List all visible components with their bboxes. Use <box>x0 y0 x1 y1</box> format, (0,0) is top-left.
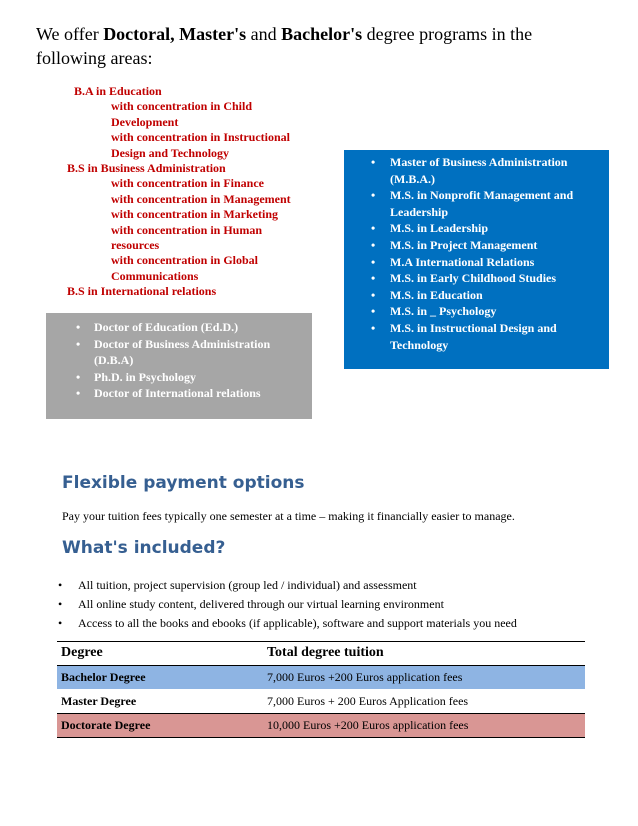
masters-program: • M.S. in _ Psychology <box>390 303 595 320</box>
included-list <box>78 576 517 633</box>
masters-programs-box <box>344 150 609 369</box>
doctoral-program: • Ph.D. in Psychology <box>94 369 294 386</box>
concentration-item <box>0 253 301 284</box>
bachelor-programs-list <box>0 84 330 300</box>
bachelor-program <box>0 284 330 299</box>
tuition-cell: 7,000 Euros + 200 Euros Application fees <box>263 690 585 714</box>
table-row <box>57 666 585 690</box>
included-item: • Access to all the books and ebooks (if applicable), software and support materials you need <box>78 614 517 633</box>
intro-text-3: degree programs in the following areas: <box>36 24 533 68</box>
table-row <box>57 714 585 738</box>
masters-programs-list <box>344 150 609 353</box>
program-label: B.A in Education <box>74 84 162 98</box>
column-header-tuition: Total degree tuition <box>263 642 585 666</box>
intro-bold-doctoral-masters: Doctoral, Master's <box>103 24 247 44</box>
payment-heading: Flexible payment options <box>62 473 305 493</box>
tuition-cell: 10,000 Euros +200 Euros application fees <box>263 714 585 738</box>
intro-paragraph <box>36 22 596 70</box>
concentration-item <box>0 99 301 130</box>
doctoral-program: • Doctor of Education (Ed.D.) <box>94 319 294 336</box>
concentration-item <box>0 130 301 161</box>
concentration-label: with concentration in Human resources <box>111 222 263 253</box>
masters-program: • Master of Business Administration (M.B.A.) <box>390 154 595 187</box>
tuition-table <box>57 641 585 738</box>
degree-cell: Bachelor Degree <box>57 666 263 690</box>
degree-cell: Doctorate Degree <box>57 714 263 738</box>
masters-program: • M.S. in Instructional Design and Technology <box>390 320 595 353</box>
concentration-item <box>0 192 301 207</box>
masters-program: • M.S. in Leadership <box>390 220 595 237</box>
tuition-cell: 7,000 Euros +200 Euros application fees <box>263 666 585 690</box>
column-header-degree: Degree <box>57 642 263 666</box>
concentration-label: with concentration in Global Communications <box>111 253 259 283</box>
intro-text-2: and <box>246 24 282 44</box>
program-label: B.S in Business Administration <box>67 161 226 176</box>
bachelor-program <box>0 84 330 99</box>
doctoral-program: • Doctor of International relations <box>94 385 294 402</box>
concentration-label: with concentration in Child Development <box>111 99 253 129</box>
table-row <box>57 690 585 714</box>
program-label: B.S in International relations <box>67 284 217 299</box>
included-heading: What's included? <box>62 538 226 558</box>
concentration-label: with concentration in Management <box>111 191 291 206</box>
doctoral-programs-list <box>46 313 312 402</box>
masters-program: • M.S. in Project Management <box>390 237 595 254</box>
masters-program: • M.S. in Education <box>390 287 595 304</box>
concentration-item <box>0 223 301 254</box>
concentration-label: with concentration in Instructional Design and Technology <box>111 130 291 160</box>
degree-cell: Master Degree <box>57 690 263 714</box>
concentration-label: with concentration in Marketing <box>111 207 278 222</box>
masters-program: • M.S. in Nonprofit Management and Leadership <box>390 187 595 220</box>
concentration-label: with concentration in Finance <box>111 176 264 191</box>
included-item: • All tuition, project supervision (group led / individual) and assessment <box>78 576 517 595</box>
concentration-item <box>0 207 301 222</box>
payment-text: Pay your tuition fees typically one semester at a time – making it financially easier to manage. <box>62 509 515 523</box>
concentration-item <box>0 176 301 191</box>
masters-program: • M.S. in Early Childhood Studies <box>390 270 595 287</box>
intro-bold-bachelors: Bachelor's <box>281 24 363 44</box>
intro-text-1: We offer <box>36 24 104 44</box>
table-header-row <box>57 642 585 666</box>
included-item: • All online study content, delivered through our virtual learning environment <box>78 595 517 614</box>
doctoral-program: • Doctor of Business Administration (D.B.A) <box>94 336 294 369</box>
masters-program: • M.A International Relations <box>390 254 595 271</box>
doctoral-programs-box <box>46 313 312 419</box>
bachelor-program <box>0 161 330 176</box>
